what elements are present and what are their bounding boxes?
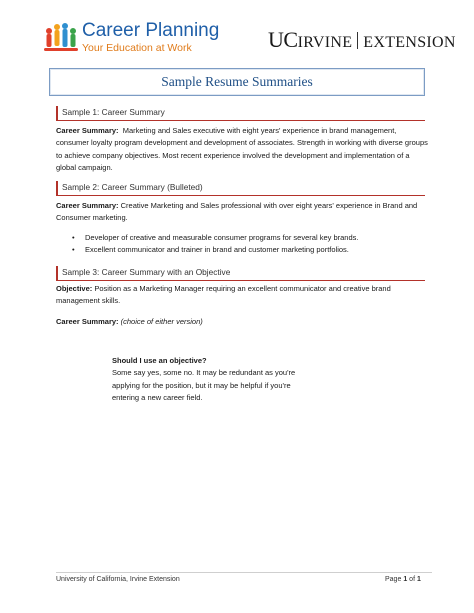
section-2-text: Creative Marketing and Sales professional with over eight years' experience in Brand and Consumer marketing.: [56, 201, 418, 223]
section-3-summary: [56, 316, 428, 328]
page-prefix: Page: [385, 576, 402, 583]
document-title: Sample Resume Summaries: [161, 74, 313, 89]
section-3-heading: Sample 3: Career Summary with an Objective: [62, 267, 231, 277]
section-2-label: Career Summary:: [56, 201, 119, 210]
section-1-heading: Sample 1: Career Summary: [62, 107, 165, 117]
uci-extension-logo: [268, 27, 456, 53]
people-figures-icon: [44, 22, 78, 54]
uci-uc-text: UC: [268, 27, 298, 52]
bullet-icon: •: [72, 245, 75, 255]
career-planning-logo: [44, 22, 244, 56]
section-2-bullet-list: [56, 232, 428, 257]
summary-label: Career Summary:: [56, 317, 119, 326]
section-2-heading: Sample 2: Career Summary (Bulleted): [62, 182, 203, 192]
section-3-header: [56, 266, 425, 281]
career-planning-subtitle: Your Education at Work: [82, 42, 192, 54]
list-item: [56, 244, 428, 256]
list-item: [56, 232, 428, 244]
document-title-box: [49, 68, 425, 96]
summary-note: (choice of either version): [120, 317, 203, 326]
page-total: 1: [416, 576, 421, 583]
callout-question: Should I use an objective?: [112, 356, 207, 365]
section-1-label: Career Summary:: [56, 126, 119, 135]
footer-divider: [56, 572, 432, 573]
section-1-paragraph: [56, 125, 428, 174]
objective-label: Objective:: [56, 284, 93, 293]
section-2-paragraph: [56, 200, 428, 225]
uci-extension-text: EXTENSION: [363, 34, 456, 51]
page-of: of: [409, 576, 416, 583]
career-planning-title: Career Planning: [82, 20, 220, 41]
page-current: 1: [403, 576, 408, 583]
uci-irvine-text: IRVINE: [297, 34, 353, 51]
section-3-objective: [56, 283, 428, 308]
objective-text: Position as a Marketing Manager requiring an excellent communicator and creative brand management skills.: [56, 284, 391, 306]
bullet-icon: •: [72, 233, 75, 242]
callout-answer: Some say yes, some no. It may be redundant as you're applying for the position, but it may be helpful if you're entering a new career field.: [112, 368, 296, 402]
footer-page-number: [385, 576, 421, 583]
section-1-text: Marketing and Sales executive with eight years' experience in brand management, consumer loyalty program development and development of associates. Strength in working with diverse groups to achieve company objectives. Most recent experience involved the development and implementation of a global campaign.: [56, 126, 428, 172]
footer-institution: University of California, Irvine Extension: [56, 576, 180, 583]
objective-callout: [112, 355, 312, 404]
section-2-header: [56, 181, 425, 196]
bullet-text: Developer of creative and measurable consumer programs for several key brands.: [85, 233, 359, 242]
bullet-text: Excellent communicator and trainer in brand and customer marketing portfolios.: [85, 245, 349, 255]
logo-divider: [357, 32, 358, 49]
section-1-header: [56, 106, 425, 121]
